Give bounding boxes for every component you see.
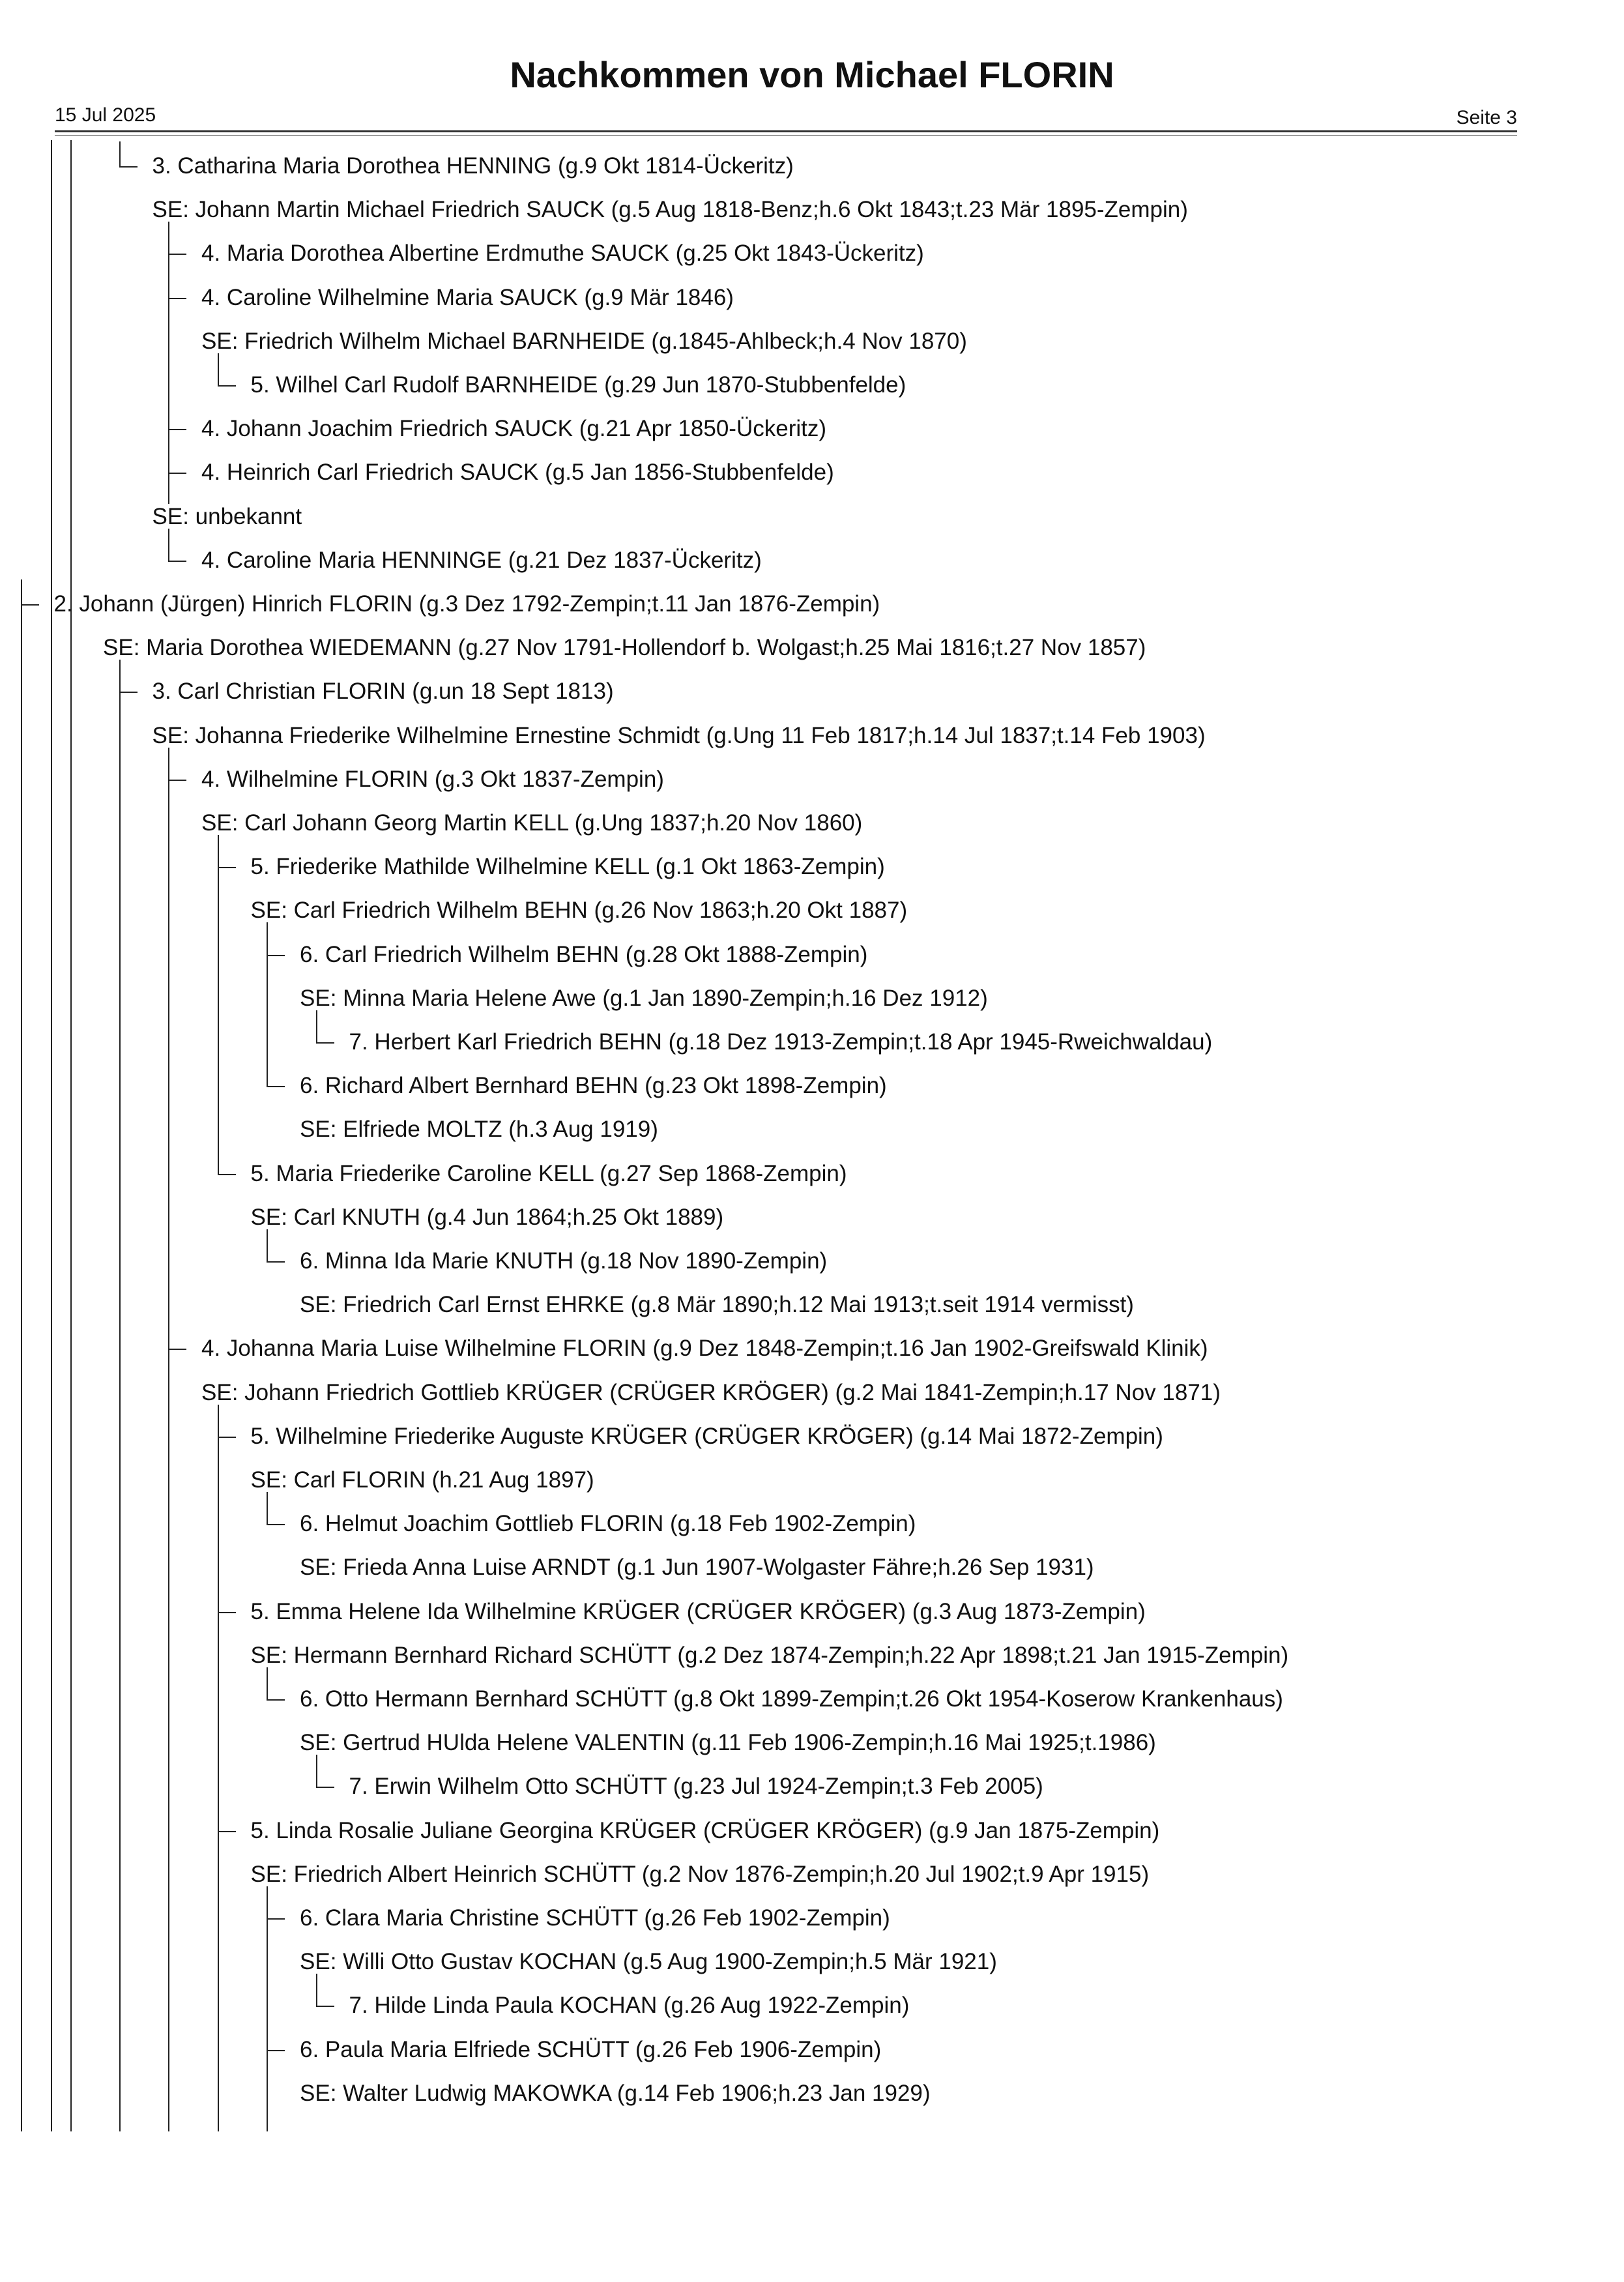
tree-branch-line: [168, 254, 169, 297]
tree-branch-line: [267, 2050, 268, 2131]
descendant-entry: 4. Maria Dorothea Albertine Erdmuthe SAUCK (g.25 Okt 1843-Ückeritz): [201, 241, 924, 267]
tree-connector: [168, 561, 186, 562]
tree-branch-line: [168, 473, 169, 503]
descendant-entry: 5. Maria Friederike Caroline KELL (g.27 Sep 1868-Zempin): [250, 1160, 847, 1186]
tree-branch-line: [218, 835, 219, 867]
spouse-entry: SE: Walter Ludwig MAKOWKA (g.14 Feb 1906;h.23 Jan 1929): [300, 2080, 931, 2106]
tree-connector: [119, 692, 138, 693]
tree-branch-line: [218, 1831, 219, 2131]
tree-connector: [267, 2050, 285, 2051]
spouse-entry: SE: Johann Friedrich Gottlieb KRÜGER (CRÜGER KRÖGER) (g.2 Mai 1841-Zempin;h.17 Nov 1871): [201, 1379, 1221, 1405]
descendant-entry: 5. Wilhel Carl Rudolf BARNHEIDE (g.29 Jun 1870-Stubbenfelde): [250, 372, 906, 398]
tree-connector: [119, 166, 138, 168]
tree-branch-line: [267, 1229, 268, 1261]
descendant-entry: 4. Caroline Wilhelmine Maria SAUCK (g.9 Mär 1846): [201, 284, 734, 310]
tree-branch-line: [168, 529, 169, 561]
descendant-entry: 6. Minna Ida Marie KNUTH (g.18 Nov 1890-Zempin): [300, 1248, 828, 1274]
descendant-entry: 6. Otto Hermann Bernhard SCHÜTT (g.8 Okt 1899-Zempin;t.26 Okt 1954-Koserow Krankenhaus): [300, 1686, 1283, 1712]
tree-connector: [267, 1261, 285, 1263]
descendant-entry: 4. Caroline Maria HENNINGE (g.21 Dez 1837-Ückeritz): [201, 547, 762, 573]
descendant-entry: 7. Herbert Karl Friedrich BEHN (g.18 Dez 1913-Zempin;t.18 Apr 1945-Rweichwaldau): [349, 1029, 1213, 1055]
descendant-entry: 3. Carl Christian FLORIN (g.un 18 Sept 1813): [152, 679, 614, 705]
descendant-entry: 5. Wilhelmine Friederike Auguste KRÜGER (CRÜGER KRÖGER) (g.14 Mai 1872-Zempin): [250, 1423, 1163, 1449]
tree-connector: [218, 1174, 236, 1175]
tree-branch-line: [168, 780, 169, 1349]
tree-branch-line: [316, 1010, 317, 1042]
tree-branch-line: [119, 141, 121, 166]
spouse-entry: SE: Friedrich Wilhelm Michael BARNHEIDE (g.1845-Ahlbeck;h.4 Nov 1870): [201, 328, 967, 354]
tree-branch-line: [218, 1405, 219, 1437]
spouse-entry: SE: Frieda Anna Luise ARNDT (g.1 Jun 1907-Wolgaster Fähre;h.26 Sep 1931): [300, 1555, 1094, 1581]
tree-branch-line: [218, 1437, 219, 1612]
descendant-entry: 7. Hilde Linda Paula KOCHAN (g.26 Aug 1922-Zempin): [349, 1993, 910, 2019]
tree-branch-line: [267, 955, 268, 1087]
tree-branch-line: [119, 660, 121, 692]
spouse-entry: SE: Carl FLORIN (h.21 Aug 1897): [250, 1467, 594, 1493]
spouse-entry: SE: Maria Dorothea WIEDEMANN (g.27 Nov 1791-Hollendorf b. Wolgast;h.25 Mai 1816;t.27 Nov 1857): [103, 635, 1146, 661]
tree-branch-line: [316, 1974, 317, 2006]
tree-branch-line: [168, 748, 169, 780]
descendant-entry: 4. Heinrich Carl Friedrich SAUCK (g.5 Jan 1856-Stubbenfelde): [201, 460, 834, 486]
tree-connector: [168, 1349, 186, 1350]
spouse-entry: SE: Hermann Bernhard Richard SCHÜTT (g.2 Dez 1874-Zempin;h.22 Apr 1898;t.21 Jan 1915-Zempin): [250, 1642, 1289, 1668]
tree-connector: [267, 1524, 285, 1525]
spouse-entry: SE: unbekannt: [152, 503, 302, 529]
tree-connector: [267, 1918, 285, 1920]
tree-connector: [316, 2006, 334, 2007]
descendant-entry: 6. Clara Maria Christine SCHÜTT (g.26 Feb 1902-Zempin): [300, 1905, 890, 1931]
spouse-entry: SE: Carl KNUTH (g.4 Jun 1864;h.25 Okt 1889): [250, 1204, 724, 1230]
descendant-entry: 4. Johanna Maria Luise Wilhelmine FLORIN (g.9 Dez 1848-Zempin;t.16 Jan 1902-Greifswald Klinik): [201, 1336, 1208, 1362]
tree-connector: [218, 1437, 236, 1438]
tree-branch-line: [218, 867, 219, 1173]
tree-connector: [168, 780, 186, 781]
tree-connector: [21, 604, 39, 606]
spouse-entry: SE: Johann Martin Michael Friedrich SAUCK (g.5 Aug 1818-Benz;h.6 Okt 1843;t.23 Mär 1895-Zempin): [152, 197, 1188, 223]
descendant-entry: 4. Johann Joachim Friedrich SAUCK (g.21 Apr 1850-Ückeritz): [201, 416, 827, 442]
tree-branch-line: [267, 1886, 268, 1918]
tree-root-line: [51, 140, 52, 2131]
tree-connector: [316, 1787, 334, 1788]
tree-connector: [168, 254, 186, 255]
descendant-entry: 6. Helmut Joachim Gottlieb FLORIN (g.18 Feb 1902-Zempin): [300, 1511, 916, 1537]
spouse-entry: SE: Willi Otto Gustav KOCHAN (g.5 Aug 1900-Zempin;h.5 Mär 1921): [300, 1949, 997, 1975]
tree-branch-line: [119, 692, 121, 2131]
descendant-entry: 2. Johann (Jürgen) Hinrich FLORIN (g.3 Dez 1792-Zempin;t.11 Jan 1876-Zempin): [53, 591, 880, 617]
tree-connector: [168, 298, 186, 299]
tree-connector: [267, 1699, 285, 1701]
tree-connector: [218, 867, 236, 868]
descendant-entry: 5. Friederike Mathilde Wilhelmine KELL (g.1 Okt 1863-Zempin): [250, 854, 885, 880]
tree-branch-line: [267, 1492, 268, 1524]
tree-connector: [218, 385, 236, 387]
descendant-entry: 7. Erwin Wilhelm Otto SCHÜTT (g.23 Jul 1924-Zempin;t.3 Feb 2005): [349, 1774, 1043, 1800]
descendant-entry: 6. Carl Friedrich Wilhelm BEHN (g.28 Okt 1888-Zempin): [300, 941, 868, 967]
spouse-entry: SE: Friedrich Albert Heinrich SCHÜTT (g.2 Nov 1876-Zempin;h.20 Jul 1902;t.9 Apr 1915): [250, 1861, 1150, 1887]
tree-branch-line: [267, 1918, 268, 2050]
tree-branch-line: [21, 604, 22, 2131]
tree-connector: [316, 1042, 334, 1044]
tree-branch-line: [168, 1349, 169, 2131]
spouse-entry: SE: Johanna Friederike Wilhelmine Ernestine Schmidt (g.Ung 11 Feb 1817;h.14 Jul 1837;t.14 Feb 1903): [152, 722, 1206, 748]
spouse-entry: SE: Friedrich Carl Ernst EHRKE (g.8 Mär 1890;h.12 Mai 1913;t.seit 1914 vermisst): [300, 1292, 1134, 1318]
descendant-entry: 6. Richard Albert Bernhard BEHN (g.23 Okt 1898-Zempin): [300, 1073, 887, 1099]
tree-connector: [267, 1086, 285, 1087]
spouse-entry: SE: Carl Friedrich Wilhelm BEHN (g.26 Nov 1863;h.20 Okt 1887): [250, 898, 908, 924]
tree-connector: [218, 1612, 236, 1613]
spouse-entry: SE: Gertrud HUlda Helene VALENTIN (g.11 Feb 1906-Zempin;h.16 Mai 1925;t.1986): [300, 1730, 1156, 1756]
report-date: 15 Jul 2025: [55, 104, 156, 126]
spouse-entry: SE: Minna Maria Helene Awe (g.1 Jan 1890-Zempin;h.16 Dez 1912): [300, 985, 988, 1011]
tree-branch-line: [168, 429, 169, 473]
tree-connector: [218, 1831, 236, 1832]
spouse-entry: SE: Carl Johann Georg Martin KELL (g.Ung 1837;h.20 Nov 1860): [201, 810, 863, 836]
page-number: Seite 3: [1456, 107, 1517, 128]
tree-branch-line: [316, 1755, 317, 1787]
tree-connector: [267, 955, 285, 956]
descendant-entry: 4. Wilhelmine FLORIN (g.3 Okt 1837-Zempin): [201, 766, 664, 792]
tree-connector: [168, 429, 186, 430]
tree-branch-line: [168, 222, 169, 254]
descendant-entry: 6. Paula Maria Elfriede SCHÜTT (g.26 Feb 1906-Zempin): [300, 2036, 882, 2062]
tree-branch-line: [218, 353, 219, 385]
descendant-entry: 3. Catharina Maria Dorothea HENNING (g.9 Okt 1814-Ückeritz): [152, 153, 794, 179]
tree-branch-line: [168, 298, 169, 430]
tree-branch-line: [267, 1667, 268, 1699]
descendant-entry: 5. Emma Helene Ida Wilhelmine KRÜGER (CRÜGER KRÖGER) (g.3 Aug 1873-Zempin): [250, 1598, 1146, 1624]
tree-branch-line: [21, 579, 22, 604]
tree-branch-line: [267, 922, 268, 954]
descendant-entry: 5. Linda Rosalie Juliane Georgina KRÜGER (CRÜGER KRÖGER) (g.9 Jan 1875-Zempin): [250, 1817, 1160, 1843]
page-title: Nachkommen von Michael FLORIN: [510, 54, 1114, 95]
tree-connector: [168, 473, 186, 474]
spouse-entry: SE: Elfriede MOLTZ (h.3 Aug 1919): [300, 1117, 658, 1143]
tree-root-line: [70, 140, 72, 2131]
tree-branch-line: [218, 1612, 219, 1831]
